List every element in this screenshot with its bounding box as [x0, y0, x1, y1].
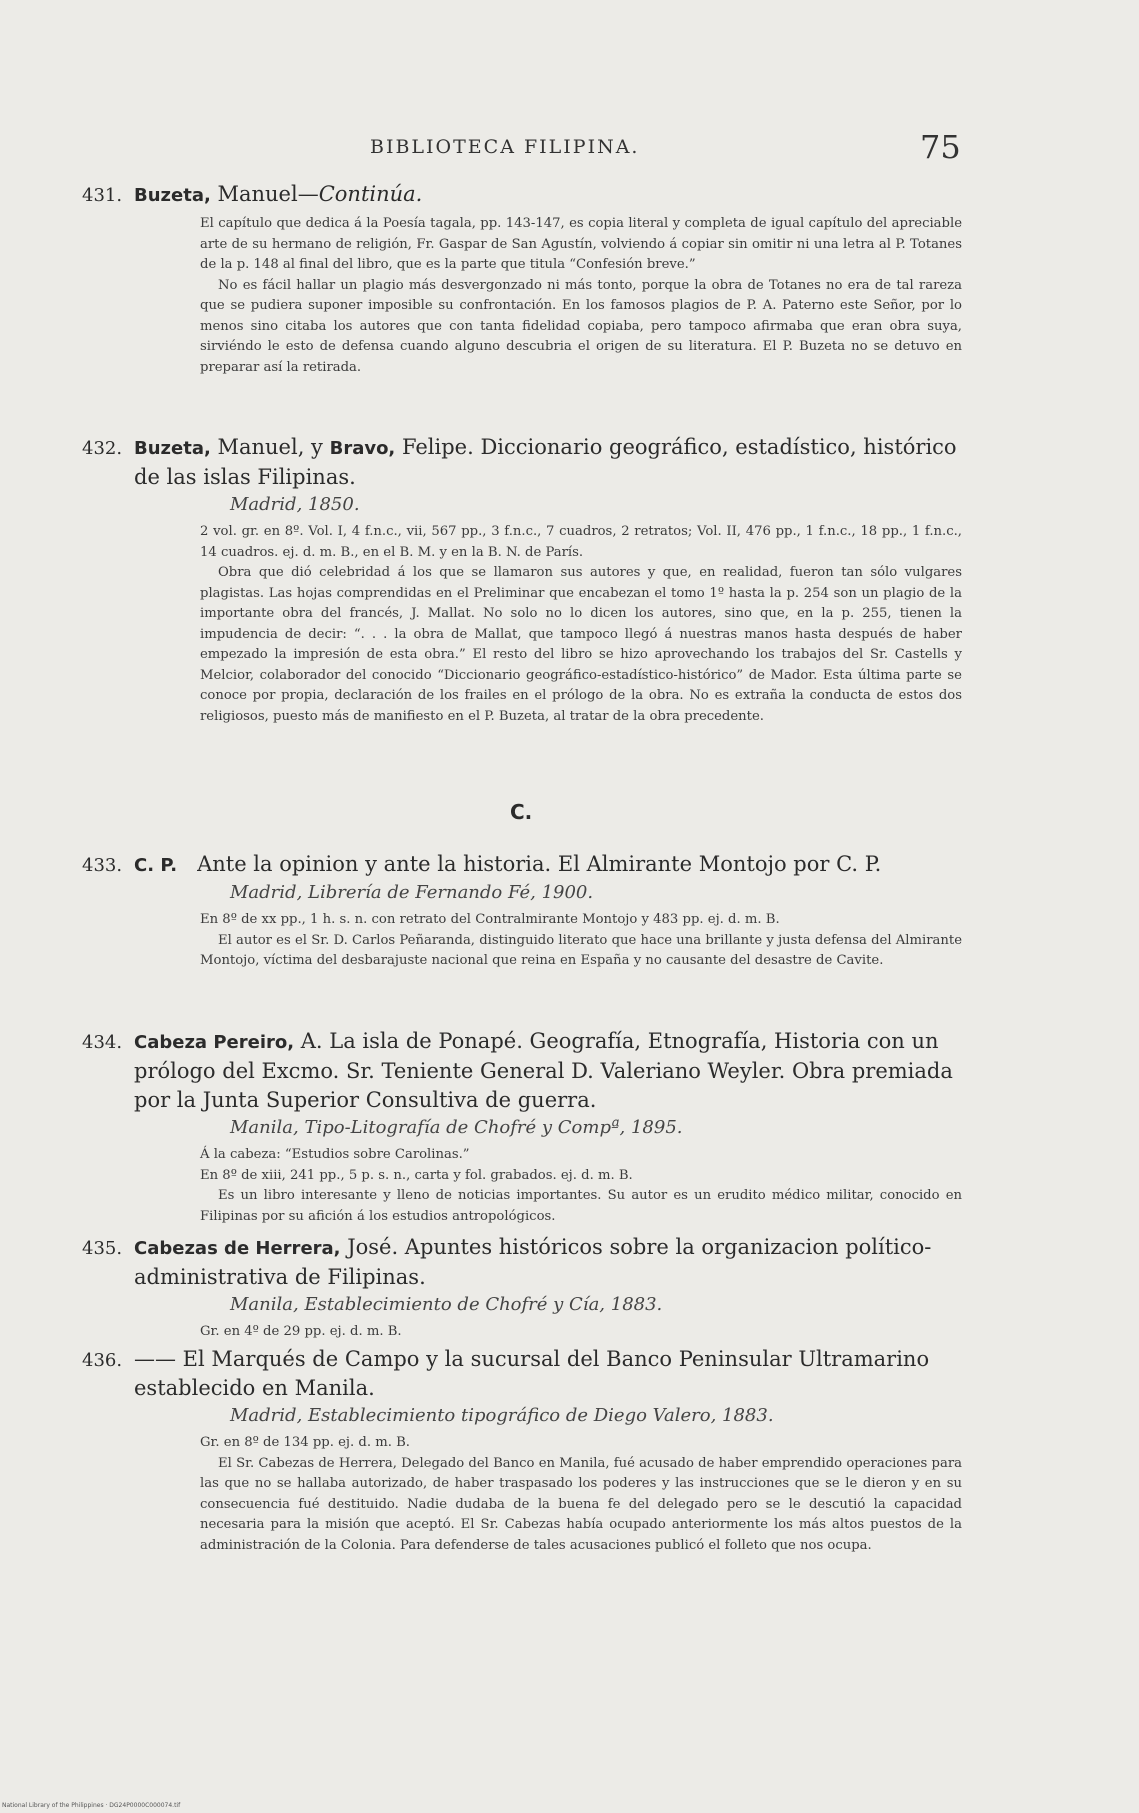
- entry-number: 433.: [82, 855, 123, 876]
- entry-heading: [82, 433, 962, 492]
- entry-author-dash: ——: [134, 1347, 176, 1371]
- entry-continuation: Continúa.: [318, 182, 423, 206]
- entry-433: [82, 850, 962, 972]
- entry-heading: [82, 1345, 962, 1403]
- note-paragraph: El capítulo que dedica á la Poesía tagala, pp. 143-147, es copia literal y completa de igual capítulo del apreciable arte de su hermano de religión, Fr. Gaspar de San Agustín, volviendo á copiar sin omitir ni una letra al P. Totanes de la p. 148 al final del libro, que es la parte que titula “Confesión breve.”: [200, 216, 962, 272]
- note-paragraph: En 8º de xiii, 241 pp., 5 p. s. n., carta y fol. grabados. ej. d. m. B.: [200, 1167, 633, 1183]
- entry-author-mid: Manuel, y: [210, 435, 330, 459]
- note-paragraph: 2 vol. gr. en 8º. Vol. I, 4 f.n.c., vii, 567 pp., 3 f.n.c., 7 cuadros, 2 retratos; Vol. II, 476 pp., 1 f.n.c., 18 pp., 1 f.n.c., 14 cuadros. ej. d. m. B., en el B. M. y en la B. N. de París.: [200, 524, 962, 560]
- entry-431: [82, 180, 962, 378]
- entry-author-second: Bravo,: [329, 438, 396, 459]
- entry-heading: [82, 1027, 962, 1115]
- entry-notes: [200, 522, 962, 727]
- entry-imprint: Manila, Tipo-Litografía de Chofré y Compª, 1895.: [230, 1117, 683, 1138]
- note-paragraph: El Sr. Cabezas de Herrera, Delegado del Banco en Manila, fué acusado de haber emprendido operaciones para las que no se hallaba autorizado, de haber traspasado los poderes y las instrucciones que se le dieron y en su consecuencia fué destituido. Nadie dudaba de la buena fe del delegado pero se le descutió la capacidad necesaria para la misión que aceptó. El Sr. Cabezas había ocupado anteriormente los más altos puestos de la administración de la Colonia. Para defenderse de tales acusaciones publicó el folleto que nos ocupa.: [200, 1455, 962, 1553]
- entry-number: 432.: [82, 438, 123, 459]
- entry-heading: [82, 180, 962, 210]
- note-paragraph: Es un libro interesante y lleno de noticias importantes. Su autor es un erudito médico militar, conocido en Filipinas por su afición á los estudios antropológicos.: [200, 1188, 962, 1224]
- note-paragraph: Á la cabeza: “Estudios sobre Carolinas.”: [200, 1147, 470, 1162]
- scan-credit: National Library of the Philippines · DG24P0000C000074.tif: [2, 1802, 181, 1809]
- entry-435: [82, 1233, 962, 1343]
- page-number: 75: [920, 128, 961, 166]
- entry-notes: [200, 1322, 962, 1343]
- entry-title: Manuel—: [210, 182, 319, 206]
- entry-imprint: Madrid, Librería de Fernando Fé, 1900.: [230, 882, 594, 903]
- note-paragraph: El autor es el Sr. D. Carlos Peñaranda, distinguido literato que hace una brillante y justa defensa del Almirante Montojo, víctima del desbarajuste nacional que reina en España y no causante del desastre de Cavite.: [200, 932, 962, 968]
- note-paragraph: Gr. en 8º de 134 pp. ej. d. m. B.: [200, 1435, 410, 1450]
- note-paragraph: En 8º de xx pp., 1 h. s. n. con retrato del Contralmirante Montojo y 483 pp. ej. d. m. B.: [200, 912, 780, 927]
- entry-heading: [82, 1233, 962, 1292]
- entry-title: El Marqués de Campo y la sucursal del Banco Peninsular Ultramarino establecido en Manila.: [134, 1347, 930, 1400]
- entry-title: A. La isla de Ponapé. Geografía, Etnografía, Historia con un prólogo del Excmo. Sr. Teniente General D. Valeriano Weyler. Obra premiada por la Junta Superior Consultiva de guerra.: [134, 1029, 953, 1112]
- note-paragraph: Gr. en 4º de 29 pp. ej. d. m. B.: [200, 1324, 402, 1339]
- entry-heading: [82, 850, 962, 880]
- entry-number: 435.: [82, 1238, 123, 1259]
- entry-number: 434.: [82, 1032, 123, 1053]
- entry-432: [82, 433, 962, 727]
- entry-author: Buzeta,: [134, 438, 211, 459]
- entry-title: José. Apuntes históricos sobre la organizacion político-administrativa de Filipinas.: [134, 1235, 932, 1289]
- entry-notes: [200, 1433, 962, 1556]
- entry-notes: [200, 1145, 962, 1227]
- entry-number: 436.: [82, 1350, 123, 1371]
- entry-notes: [200, 910, 962, 972]
- entry-author: C. P.: [134, 855, 178, 876]
- note-paragraph: No es fácil hallar un plagio más desvergonzado ni más tonto, porque la obra de Totanes no era de tal rareza que se pudiera suponer imposible su confrontación. En los famosos plagios de P. A. Paterno este Señor, por lo menos sino citaba los autores que con tanta fidelidad copiaba, pero tampoco afirmaba que eran obra suya, sirviéndo le esto de defensa cuando alguno descubria el origen de su literatura. El P. Buzeta no se detuvo en preparar así la retirada.: [200, 277, 962, 375]
- entry-title: Felipe. Diccionario geográfico, estadístico, histórico de las islas Filipinas.: [134, 435, 957, 489]
- note-paragraph: Obra que dió celebridad á los que se llamaron sus autores y que, en realidad, fueron tan sólo vulgares plagistas. Las hojas comprendidas en el Preliminar que encabezan el tomo 1º hasta la p. 254 son un plagio de la importante obra del francés, J. Mallat. No solo no lo dicen los autores, sino que, en la p. 255, tienen la impudencia de decir: “. . . la obra de Mallat, que tampoco llegó á nuestras manos hasta después de haber empezado la impresión de esta obra.” El resto del libro se hizo aprovechando los trabajos del Sr. Castells y Melcior, colaborador del conocido “Diccionario geográfico-estadístico-histórico” de Mador. Esta última parte se conoce por propia, declaración de los frailes en el prólogo de la obra. No es extraña la conducta de estos dos religiosos, puesto más de manifiesto en el P. Buzeta, al tratar de la obra precedente.: [200, 565, 962, 724]
- entry-title: Ante la opinion y ante la historia. El Almirante Montojo por C. P.: [177, 852, 882, 876]
- section-letter: C.: [510, 800, 533, 824]
- running-head: [0, 128, 1139, 168]
- entry-author: Cabezas de Herrera,: [134, 1238, 341, 1259]
- entry-imprint: Manila, Establecimiento de Chofré y Cía, 1883.: [230, 1294, 663, 1315]
- entry-imprint: Madrid, Establecimiento tipográfico de Diego Valero, 1883.: [230, 1405, 774, 1426]
- entry-number: 431.: [82, 185, 123, 206]
- entry-436: [82, 1345, 962, 1556]
- running-title: BIBLIOTECA FILIPINA.: [370, 136, 640, 158]
- entry-imprint: Madrid, 1850.: [230, 494, 360, 515]
- entry-author: Cabeza Pereiro,: [134, 1032, 295, 1053]
- entry-author: Buzeta,: [134, 185, 211, 206]
- entry-notes: [200, 214, 962, 378]
- entry-434: [82, 1027, 962, 1227]
